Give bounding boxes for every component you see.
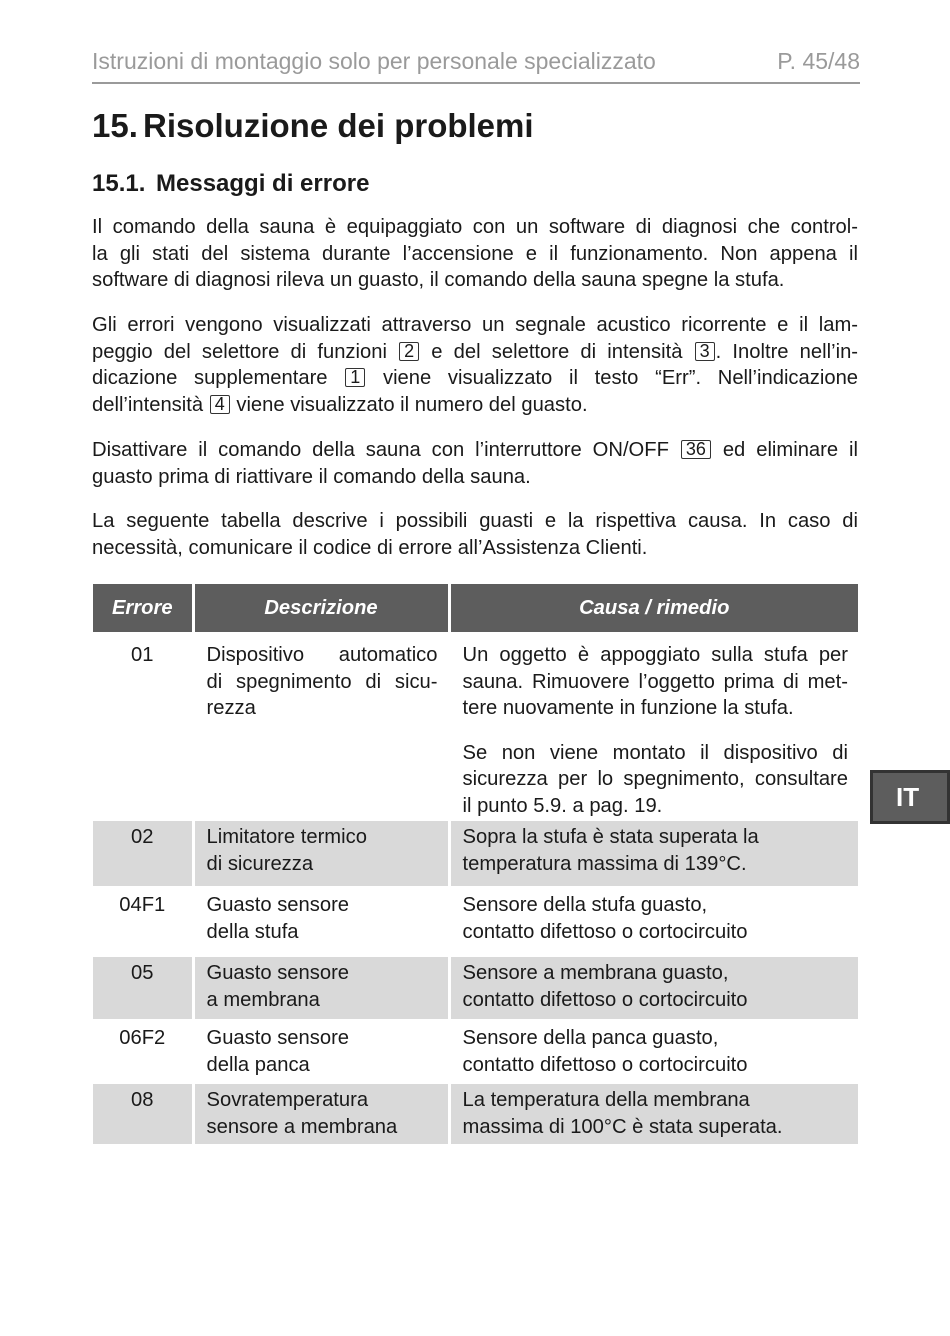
reference-number-box: 36 <box>681 440 711 459</box>
paragraph-line: la gli stati del sistema durante l’accensione e il funzionamento. Non appena il <box>92 242 858 265</box>
cell-line: sensore a membrana <box>206 1115 398 1138</box>
language-tab: IT <box>870 770 950 824</box>
document-title: Istruzioni di montaggio solo per personale specializzato <box>92 48 656 74</box>
text-fragment: peggio del selettore di funzioni <box>92 340 387 363</box>
cell-line: di sicurezza <box>206 852 314 875</box>
paragraph-error-display <box>92 312 858 418</box>
cell-line: tere nuovamente in funzione la stufa. <box>462 697 794 719</box>
error-code: 08 <box>93 1083 193 1145</box>
error-table <box>93 584 858 1144</box>
text-fragment: ed eliminare il <box>722 439 859 461</box>
error-code: 02 <box>93 821 193 888</box>
table-row <box>93 632 858 821</box>
paragraph-table-intro <box>92 508 858 561</box>
error-description <box>193 956 449 1021</box>
page-header <box>92 48 860 84</box>
cell-line: il punto 5.9. a pag. 19. <box>462 794 663 817</box>
page-number: P. 45/48 <box>777 48 860 74</box>
table-row <box>93 821 858 888</box>
text-fragment: viene visualizzato il testo “Err”. Nell’indicazione <box>382 367 859 389</box>
error-code: 04F1 <box>93 888 193 956</box>
section-heading <box>92 107 534 145</box>
cell-line: Limitatore termico <box>206 826 367 848</box>
text-fragment: dicazione supplementare <box>92 367 328 389</box>
text-fragment: Disattivare il comando della sauna con l’interruttore ON/OFF <box>92 439 669 461</box>
cell-line: Sensore a membrana guasto, <box>462 962 729 984</box>
error-cause <box>449 1021 858 1083</box>
paragraph-line: necessità, comunicare il codice di errore all’Assistenza Clienti. <box>92 536 648 559</box>
error-description <box>193 821 449 888</box>
error-code: 06F2 <box>93 1021 193 1083</box>
section-title: Risoluzione dei problemi <box>143 107 534 144</box>
cell-line: rezza <box>206 697 256 719</box>
table-row <box>93 1021 858 1083</box>
table-row <box>93 1083 858 1145</box>
reference-number-box: 3 <box>695 342 715 361</box>
paragraph-line <box>92 339 858 366</box>
error-code: 01 <box>131 644 154 666</box>
error-description <box>193 888 449 956</box>
cell-line: Guasto sensore <box>206 1027 350 1049</box>
paragraph-line: software di diagnosi rileva un guasto, il comando della sauna spegne la stufa. <box>92 269 785 291</box>
cell-line: massima di 100°C è stata superata. <box>462 1115 783 1138</box>
text-fragment: . Inoltre nell’in- <box>715 340 859 363</box>
cell-line: contatto difettoso o cortocircuito <box>462 920 748 943</box>
cell-line: Sopra la stufa è stata superata la <box>462 826 759 848</box>
cell-line: a membrana <box>206 988 320 1011</box>
reference-number-box: 4 <box>210 395 230 414</box>
cell-line: Dispositivo automatico <box>206 644 438 666</box>
cell-line: Guasto sensore <box>206 894 350 916</box>
paragraph-line: Il comando della sauna è equipaggiato con un software di diagnosi che control- <box>92 216 858 238</box>
subsection-title: Messaggi di errore <box>156 170 370 197</box>
cell-line: Un oggetto è appoggiato sulla stufa per <box>462 644 848 666</box>
paragraph-line <box>92 392 858 419</box>
error-code: 05 <box>93 956 193 1021</box>
cell-line: Guasto sensore <box>206 962 350 984</box>
table-row <box>93 956 858 1021</box>
cell-line: temperatura massima di 139°C. <box>462 852 747 875</box>
text-fragment: viene visualizzato il numero del guasto. <box>236 393 588 416</box>
subsection-number: 15.1. <box>92 170 146 197</box>
cell-line: Sensore della stufa guasto, <box>462 894 708 916</box>
paragraph-line: Gli errori vengono visualizzati attraverso un segnale acustico ricorrente e il lam- <box>92 314 858 336</box>
section-number: 15. <box>92 107 138 144</box>
cell-line: Sovratemperatura <box>206 1089 369 1111</box>
error-description <box>193 1021 449 1083</box>
paragraph-diagnosis <box>92 214 858 294</box>
subsection-heading <box>92 170 369 198</box>
cell-line: Se non viene montato il dispositivo di <box>462 741 848 764</box>
paragraph-line: La seguente tabella descrive i possibili guasti e la rispettiva causa. In caso di <box>92 510 858 532</box>
reference-number-box: 1 <box>345 368 365 387</box>
paragraph-line <box>92 365 858 392</box>
paragraph-line: guasto prima di riattivare il comando della sauna. <box>92 465 531 488</box>
column-header-error: Errore <box>93 584 193 632</box>
spacer <box>463 722 849 740</box>
error-cause <box>449 821 858 888</box>
table-row <box>93 888 858 956</box>
error-cause <box>449 888 858 956</box>
text-fragment: dell’intensità <box>92 393 204 416</box>
cell-line: sicurezza per lo spegnimento, consultare <box>462 768 848 790</box>
table-header-row <box>93 584 858 632</box>
column-header-description: Descrizione <box>193 584 449 632</box>
cell-line: contatto difettoso o cortocircuito <box>462 1053 748 1076</box>
error-description <box>193 1083 449 1145</box>
cell-line: di spegnimento di sicu- <box>206 670 438 693</box>
cell-line: Sensore della panca guasto, <box>462 1027 719 1049</box>
cell-line: sauna. Rimuovere l’oggetto prima di met- <box>462 670 848 693</box>
text-fragment: e del selettore di intensità <box>431 340 683 363</box>
reference-number-box: 2 <box>399 342 419 361</box>
error-cause <box>449 1083 858 1145</box>
cell-line: della stufa <box>206 920 299 943</box>
error-cause <box>449 956 858 1021</box>
error-cause <box>449 632 858 821</box>
cell-line: contatto difettoso o cortocircuito <box>462 988 748 1011</box>
cell-line: della panca <box>206 1053 310 1076</box>
paragraph-onoff <box>92 437 858 490</box>
error-description <box>193 632 449 821</box>
cell-line: La temperatura della membrana <box>462 1089 750 1111</box>
paragraph-line <box>92 437 858 464</box>
column-header-cause: Causa / rimedio <box>449 584 858 632</box>
